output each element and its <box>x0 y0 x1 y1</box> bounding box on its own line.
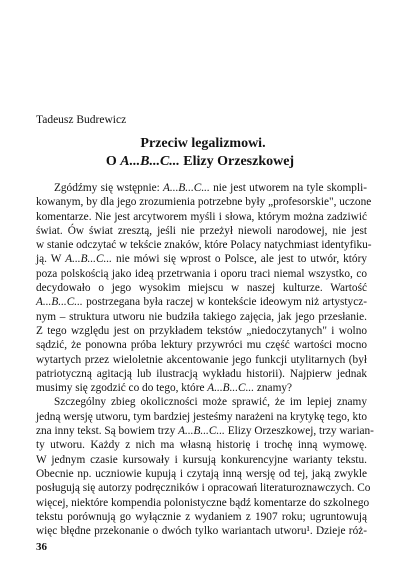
title-italic-work: A...B...C... <box>120 154 180 169</box>
text-line: więc błędne przekonanie o dwóch tylko wariantach utworu¹. Dzieje róż- <box>36 525 367 538</box>
text-line: Zgódźmy się wstępnie: A...B...C... nie jest utworem na tyle skompli- <box>54 182 367 194</box>
author-name: Tadeusz Budrewicz <box>36 114 127 126</box>
text-line: świat. Ów świat zresztą, jeśli nie przeżył niewoli narodowej, nie jest <box>36 224 367 237</box>
text-line: sądzić, że ponowna próba lektury przywróci mu część wartości mocno <box>36 339 367 352</box>
text-line: Obecnie np. uczniowie kupują i czytają inną wersję od tej, jaką zwykle <box>36 467 367 480</box>
body-text <box>36 181 374 538</box>
text-line: decydowało o jego wysokim miejscu w naszej kulturze. Wartość <box>36 282 367 295</box>
text-line: więcej, niektóre kompendia polonistyczne bądź komentarze do szkolnego <box>36 496 370 509</box>
text-line: kowanym, by dla jego zrozumienia potrzebne były „profesorskie", uczone <box>36 196 372 209</box>
text-line: A...B...C... postrzegana była raczej w kontekście ideowym niż artystycz- <box>36 296 367 309</box>
text-line: posługują się autorzy podręczników i opracowań literaturoznawczych. Co <box>36 482 371 495</box>
text-line: komentarze. Nie jest arcytworem myśli i słowa, którym można zadziwić <box>36 210 367 223</box>
text-line: Szczególny zbieg okoliczności może sprawić, że im lepiej znamy <box>54 396 367 409</box>
page-number: 36 <box>36 541 47 553</box>
text-line: ją. W A...B...C... nie mówi się wprost o Polsce, ale jest to utwór, który <box>36 253 367 266</box>
text-line: wytartych przez wieloletnie akcentowanie jego funkcji utylitarnych (był <box>36 353 367 366</box>
text-line: ty utworu. Każdy z nich ma własną historię i trochę inną wymowę. <box>36 439 367 452</box>
text-line: patriotyczną agitacją lub ilustracją wykładu historii). Najpierw jednak <box>36 367 367 380</box>
text-line: poza polskością jako ideą przetrwania i oporu traci niemal wszystko, co <box>36 267 367 280</box>
text-line: tekstu porównują go wyłącznie z wydaniem z 1907 roku; ugruntowują <box>36 510 367 523</box>
text-line: Z tego względu jest on przykładem tekstów „niedoczytanych" i wolno <box>36 324 367 337</box>
article-title <box>0 135 400 171</box>
text-line: musimy się zgodzić co do tego, które A...B...C... znamy? <box>36 382 293 395</box>
text-line: nym – struktura utworu nie budziła takiego zajęcia, jak jego przesłanie. <box>36 310 367 323</box>
text-line: W jednym czasie kursowały i kursują konkurencyjne warianty tekstu. <box>36 453 367 466</box>
text-line: zna inny tekst. Są bowiem trzy A...B...C... Elizy Orzeszkowej, trzy warian- <box>36 425 374 438</box>
text-line: jedną wersję utworu, tym bardziej jesteśmy narażeni na krytykę tego, kto <box>36 410 367 423</box>
title-line-1: Przeciw legalizmowi. <box>140 136 266 151</box>
text-line: w stanie odczytać w tekście znaków, które Polacy natychmiast identyfiku- <box>36 239 372 252</box>
title-line-2: O A...B...C... Elizy Orzeszkowej <box>105 154 295 169</box>
